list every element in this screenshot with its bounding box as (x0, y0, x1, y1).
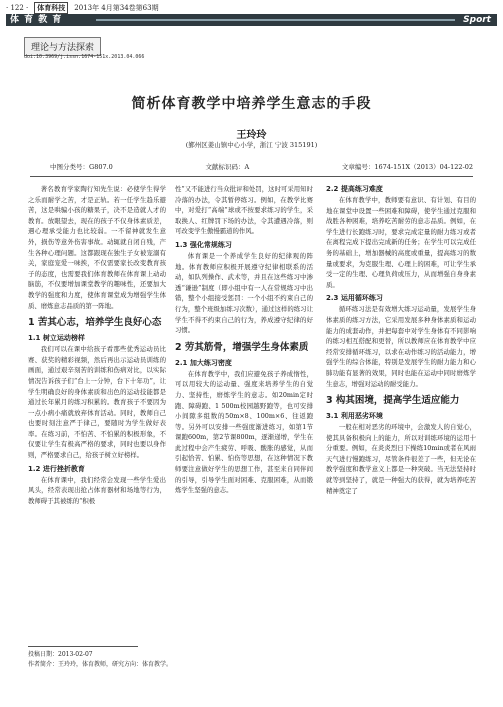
paragraph: 一般在相对恶劣的环境中，会激发人的自觉心，使其具备积极向上的能力，所以对训练环境的运用十分重要。例如，在炎炎烈日下操练10min或者在风雨天气进行慢跑练习，尽管条件很差了一些，但无论在教学强度和教学意义上都是一种突破。当无法坚持时就等到坚持了，就是一种强大的获得，就为培养吃苦精神奠定了 (326, 423, 476, 495)
paragraph: 著名教育学家陶行知先生说：必使学生得学之乐而耐学之苦，才是正轨。若一任学生趋乐避苦，这是哄骗小孩的糖果子，决不是造就人才的教育。放眼望去，现在的孩子不仅身体素质差，遇心理承受能力也比较弱。一不留神就发生意外，损伤等意外伤害事故。动辄就自闭自残，产生各种心理问题。这都跟现在独生子女被宠溺有关，家庭宠爱一味挨，不仅需要家长改变教育孩子的态度，也需要我们体育教师在体育课上动动脑筋，不仅要增加课堂教学的趣味性，还要加大教学的强度和力度，使体育课堂成为增强学生体质、磨炼意志品质的第一阵地。 (28, 185, 166, 310)
doc-code: 文献标识码：A (205, 163, 250, 171)
divider (30, 176, 473, 177)
column-3 (326, 184, 476, 496)
column-tag: 理论与方法探索 (24, 37, 101, 56)
subsection-heading: 3.1 利用恶劣环境 (326, 412, 383, 421)
affiliation: (鄞州区姜山镇中心小学，浙江 宁波 315191) (185, 141, 318, 149)
column-2 (175, 184, 313, 496)
section-heading: 1 苦其心志，培养学生良好心态 (28, 317, 162, 329)
column-1 (28, 184, 166, 506)
subsection-heading: 2.1 加大练习密度 (175, 358, 232, 367)
paragraph: 循环练习法是有效增大练习运动量，发展学生身体素质的练习方法，它采用发展多种身体素质和运动能力的成套动作，并把每套中对学生身体有不同影响的练习相互搭配和更替，所以教师应在体育教学中应经常安排循环练习，以求在动作练习的活动能力，增强学生的综合体能，特别是发展学生的耐力能力和心肺功能有显著的效果，同时也能在运动中同时磨炼学生意志，增强对运动的耐受能力。 (326, 305, 476, 388)
running-header (6, 2, 159, 14)
subsection-heading: 2.2 提高练习难度 (326, 185, 383, 193)
journal-logo: 体育科技 (34, 2, 68, 14)
article-title: 简析体育教学中培养学生意志的手段 (131, 96, 372, 112)
section-label-en: Sport (463, 15, 491, 25)
received-date: 投稿日期：2013-02-07 (28, 651, 93, 658)
subsection-heading: 2.3 运用循环练习 (326, 294, 383, 303)
author: 王玲玲 (236, 130, 267, 141)
doi: doi:10.3969/j.issn.1674-151x.2013.04.066 (24, 54, 145, 60)
band-line (96, 19, 455, 21)
paragraph: 在体育课中，我们经常会发现一些学生爱出风头，经常表现出抢占体育器材和场地等行为，教师碍于其被练的“积极 (28, 475, 166, 505)
subsection-heading: 1.3 强化常规练习 (175, 240, 232, 249)
section-heading: 2 劳其筋骨，增强学生身体素质 (175, 341, 309, 353)
subsection-heading: 1.2 进行挫折教育 (28, 464, 85, 473)
paragraph: 性”又不能进行当众批评和处罚，这时可采用知时冷落的办法，令其暂停练习。例如，在教学比赛中，对爱打“高端”球或不按要求练习的学生，采取换人、红牌罚下场的办法，令其遭遇冷落，则可改变学生傲慢霸道的作风。 (175, 185, 313, 236)
subsection-heading: 1.1 树立运动榜样 (28, 334, 85, 343)
paragraph: 体育课是一个养成学生良好的纪律观的阵地。体育教师应积极开展遵守纪律相联系的活动，如队列操作、武术等，并且在这些练习中渗透“谦逊”制度（即小组中有一人在常规练习中出错，整个小组接受惩罚：一个小组不约束自己的行为，整个班级加练习次数），通过这样的练习让学生不得不约束自己的行为，养成遵守纪律的好习惯。 (175, 251, 313, 335)
clc-code: 中图分类号：G807.0 (50, 163, 113, 171)
author-bio: 作者简介：王玲玲，体育教师，研究方向：体育教学。 (28, 661, 173, 668)
section-band (6, 14, 497, 26)
footnote-divider (28, 646, 138, 647)
article-code: 文章编号：1674-151X（2013）04-122-02 (341, 163, 473, 171)
section-heading: 3 构其困境，提高学生适应能力 (326, 395, 460, 407)
paragraph: 我们可以在课中给孩子看那些优秀运动员比赛、获奖的精彩视频，然后再出示运动员训练的画面，通过艰辛刻苦的训练和伤病对比，以实际情况告诉孩子们“台上一分钟，台下十年功”，让学生明确良好的身体素质和出色的运动技能都是通过长年累月的练习积累的。教育孩子不要因为一点小病小痛就放弃体育活动。同时，教师自己也要时刻注意严于律己，要随时为学生做好表率。在练习前，不怕苦、不怕累的积极形象，不仅要让学生有极高严格的要求，同时也要以身作则，严格要求自己，给孩子树立好榜样。 (28, 345, 166, 460)
issue-info: 2013年 4月第34卷第63期 (74, 4, 159, 12)
paragraph: 在体育教学中，教师要有意识、有计划、有目的地在课堂中设置一些困难和障碍，使学生通过克服和战胜各种困难，培养吃苦耐劳的意志品质。例如，在学生进行长跑练习时，要求完成定量的耐力练习或者在离程完成下提出完成新的任务；在学生可以完成任务的基础上，增加器械的高度或重量，提高练习的数量或要求，为克服生理、心理上的困难，可让学生承受一定的生理、心理负荷或压力，从而增强自身身素质。 (326, 196, 476, 289)
section-label: 体 育 教 育 (10, 15, 63, 25)
page-number: · 122 · (6, 4, 29, 12)
classification-codes (50, 162, 473, 171)
footnote (28, 650, 172, 670)
paragraph: 在体育教学中，我们应避免孩子养成惰性，可以用较大的运动量、强度来培养学生的自觉力、坚持性，磨炼学生的意志。如20min定时跑、障碍跑、1 500m校园越野跑等，也可安排小间隙多组数的50m×8、100m×6、往返跑等。另外可以安排一些强度渐进练习，如第1节课跑600m，第2节课800m，逐渐递增，学生在此过程中会产生疲劳、呼吸、酸胀的感觉，从而引起恰苦、怕累、怕伤等思想，在这种情况下教师要注意做好学生的思想工作，甚至来自同伴间的引导，引导学生面对困难、克服困难，从而锻炼学生坚强的意志。 (175, 369, 313, 495)
